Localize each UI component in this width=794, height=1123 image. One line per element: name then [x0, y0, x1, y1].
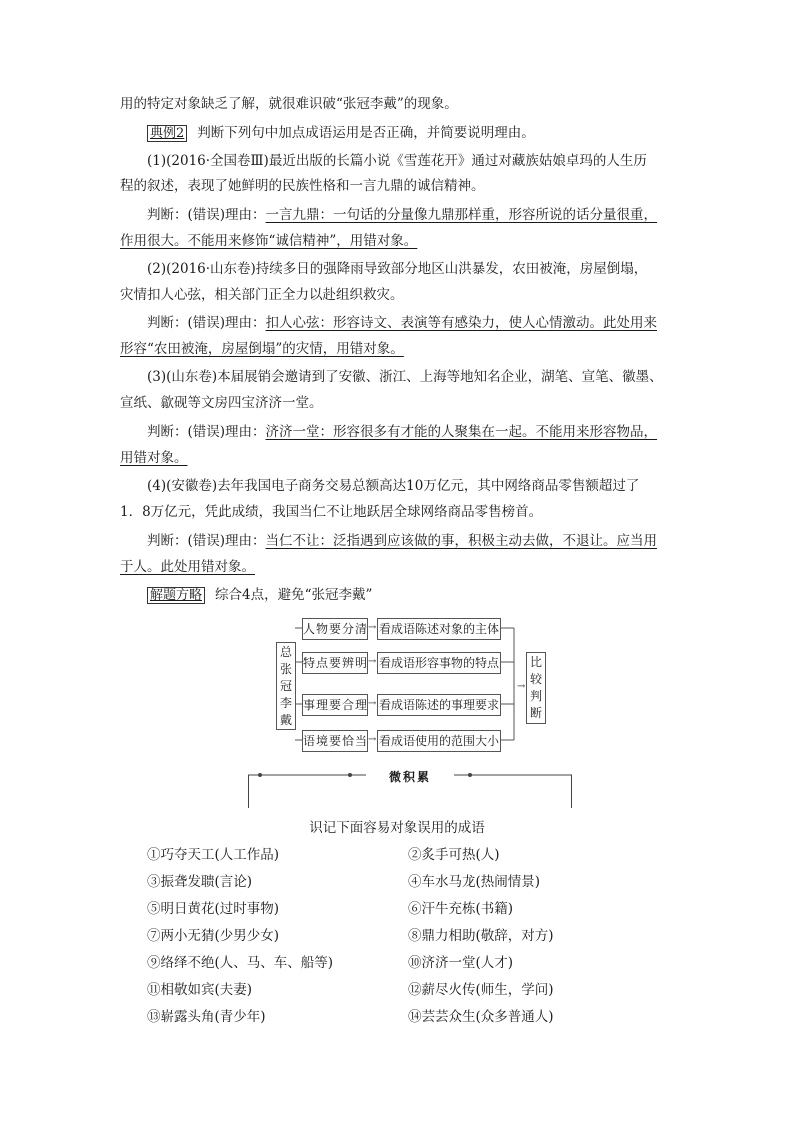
example-tag: 典例2 [147, 125, 187, 142]
q3-reason-text2: 用错对象。 [120, 450, 188, 466]
q3-judge-label: 判断：(错误)理由： [147, 424, 266, 440]
method-text: 综合4点，避免“张冠李戴” [215, 587, 373, 603]
diagram-step: 事理要合理 [302, 694, 368, 716]
arrow-right-icon: → [368, 622, 377, 633]
idiom-item: ⑫薪尽火传(师生，学问) [408, 982, 554, 998]
idiom-item: ①巧夺天工(人工作品) [147, 847, 280, 863]
idiom-item: ⑪相敬如宾(夫妻) [147, 982, 253, 998]
arrow-right-icon: → [368, 656, 377, 667]
diagram-right-char: 比 [529, 655, 542, 669]
idiom-item: ⑧鼎力相助(敬辞，对方) [408, 928, 554, 944]
diagram-result: 看成语使用的范围大小 [377, 730, 501, 752]
q3-line1: (3)(山东卷)本届展销会邀请到了安徽、浙江、上海等地知名企业，湖笔、宣笔、徽墨、 [147, 369, 663, 385]
diagram-left-char: 李 [279, 695, 292, 710]
diagram-right-char: 断 [529, 706, 542, 720]
idiom-item: ②炙手可热(人) [408, 847, 500, 863]
q2-reason-line2 [120, 339, 404, 359]
q1-reason-text2: 作用很大。不能用来修饰“诚信精神”，用错对象。 [120, 233, 418, 249]
idiom-item: ⑥汗牛充栋(书籍) [408, 901, 514, 917]
q2-reason-line1: 扣人心弦：形容诗文、表演等有感染力，使人心情激动。此处用来 [265, 315, 658, 331]
method-diagram [276, 614, 520, 754]
diagram-left-char: 冠 [279, 678, 292, 693]
idiom-item: ⑬崭露头角(青少年) [147, 1009, 266, 1025]
q3-line2: 宣纸、歙砚等文房四宝济济一堂。 [120, 395, 323, 411]
method-tag: 解题方略 [147, 587, 205, 604]
diagram-result: 看成语形容事物的特点 [377, 652, 501, 674]
q1-reason-line2 [120, 231, 417, 251]
diagram-left-box [276, 642, 296, 730]
q1-line2: 程的叙述，表现了她鲜明的民族性格和一言九鼎的诚信精神。 [120, 178, 485, 194]
diagram-step: 特点要辨明 [302, 652, 368, 674]
idiom-item: ③振聋发聩(言论) [147, 874, 253, 890]
q3-reason-line1: 济济一堂：形容很多有才能的人聚集在一起。不能用来形容物品， [265, 424, 658, 440]
q4-reason-line2 [120, 557, 255, 577]
q1-reason-line1: 一言九鼎：一句话的分量像九鼎那样重，形容所说的话分量很重， [265, 207, 658, 223]
diagram-right-char: 判 [529, 689, 542, 703]
idiom-item: ⑦两小无猜(少男少女) [147, 928, 280, 944]
diagram-left-char: 总 [279, 644, 292, 659]
idiom-item: ⑭芸芸众生(众多普通人) [408, 1009, 554, 1025]
q1-judge [147, 205, 657, 225]
q4-line2: 1．8万亿元，凭此成绩，我国当仁不让地跃居全球网络商品零售榜首。 [120, 504, 543, 520]
intro-line: 用的特定对象缺乏了解，就很难识破“张冠李戴”的现象。 [120, 96, 458, 112]
example-heading [147, 123, 535, 143]
q2-line1: (2)(2016·山东卷)持续多日的强降雨导致部分地区山洪暴发，农田被淹，房屋倒塌， [147, 261, 648, 277]
example-prompt: 判断下列句中加点成语运用是否正确，并简要说明理由。 [197, 125, 535, 141]
q2-judge-label: 判断：(错误)理由： [147, 315, 266, 331]
banner-title: 微积累 [388, 770, 431, 784]
method-heading [147, 585, 372, 605]
q4-judge-label: 判断：(错误)理由： [147, 533, 266, 549]
q1-judge-label: 判断：(错误)理由： [147, 207, 266, 223]
q2-reason-text2: 形容“农田被淹，房屋倒塌”的灾情，用错对象。 [120, 341, 404, 357]
arrow-right-icon: → [517, 681, 526, 692]
diagram-right-box [526, 652, 546, 724]
micro-banner [248, 768, 572, 810]
idiom-item: ⑩济济一堂(人才) [408, 955, 514, 971]
diagram-result: 看成语陈述对象的主体 [377, 618, 501, 640]
q4-reason-line1: 当仁不让：泛指遇到应该做的事，积极主动去做，不退让。应当用 [265, 533, 658, 549]
q4-line1: (4)(安徽卷)去年我国电子商务交易总额高达10万亿元，其中网络商品零售额超过了 [147, 478, 640, 494]
arrow-right-icon: → [368, 734, 377, 745]
section-caption: 识记下面容易对象误用的成语 [309, 820, 485, 836]
q4-judge [147, 531, 657, 551]
q3-judge [147, 422, 657, 442]
diagram-left-char: 戴 [279, 712, 292, 727]
arrow-right-icon: → [368, 698, 377, 709]
diagram-left-char: 张 [279, 661, 292, 676]
diagram-result: 看成语陈述的事理要求 [377, 694, 501, 716]
q1-line1: (1)(2016·全国卷Ⅲ)最近出版的长篇小说《雪莲花开》通过对藏族姑娘卓玛的人生历 [147, 153, 647, 169]
diagram-right-char: 较 [529, 672, 542, 686]
q3-reason-line2 [120, 448, 188, 468]
q4-reason-text2: 于人。此处用错对象。 [120, 559, 255, 575]
idiom-item: ④车水马龙(热闹情景) [408, 874, 541, 890]
diagram-step: 语境要恰当 [302, 730, 368, 752]
q2-line2: 灾情扣人心弦，相关部门正全力以赴组织救灾。 [120, 287, 404, 303]
diagram-step: 人物要分清 [302, 618, 368, 640]
idiom-item: ⑨络绎不绝(人、马、车、船等) [147, 955, 334, 971]
idiom-item: ⑤明日黄花(过时事物) [147, 901, 280, 917]
q2-judge [147, 313, 657, 333]
